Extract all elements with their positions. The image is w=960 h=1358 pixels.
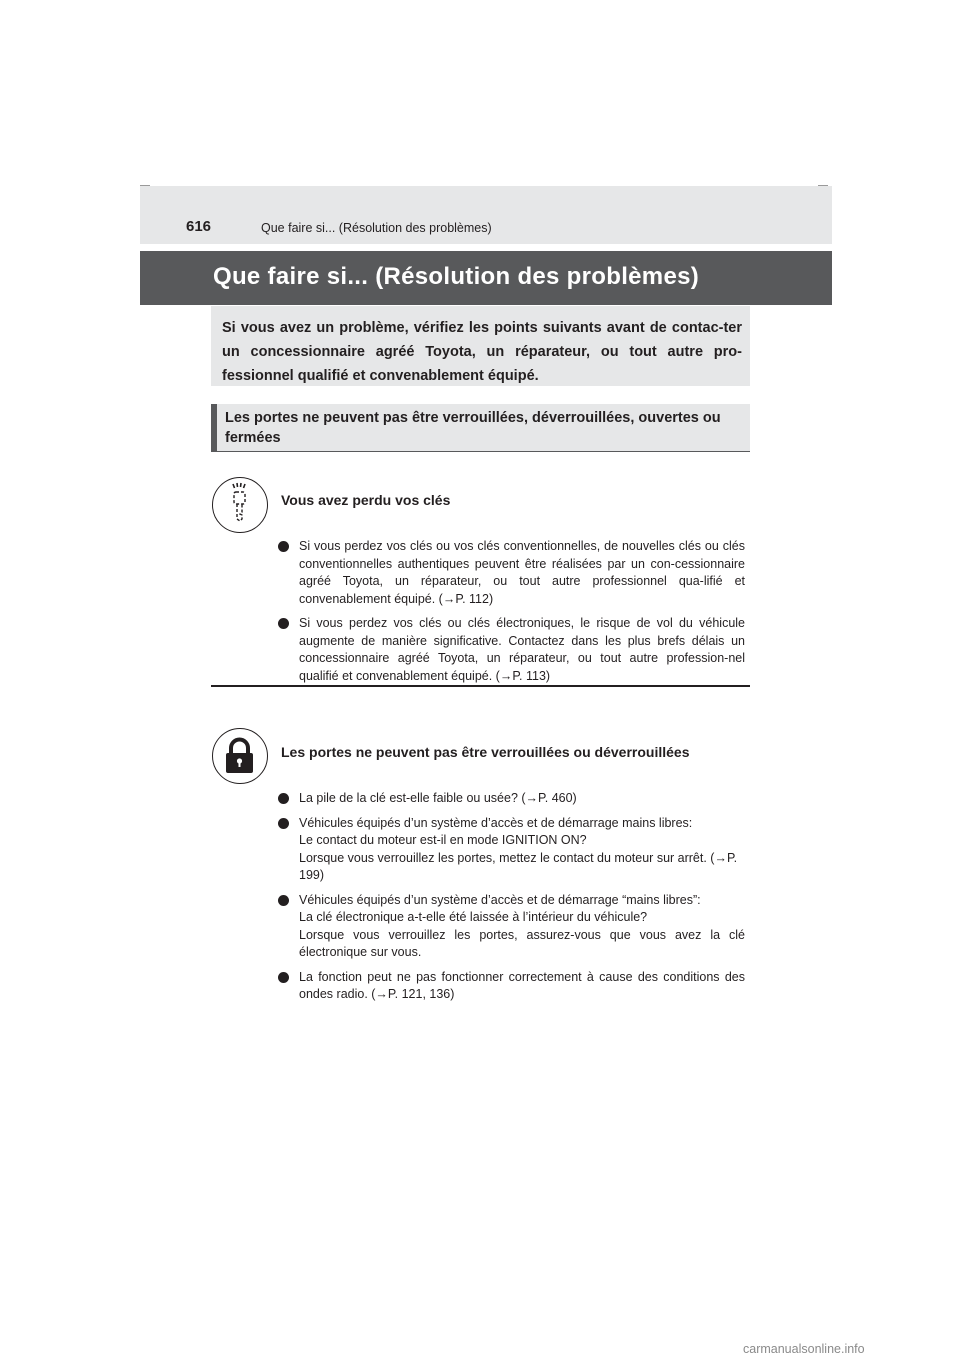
list-item: La pile de la clé est-elle faible ou usée? (→P. 460) xyxy=(278,790,745,808)
lost-keys-bullets xyxy=(278,538,745,692)
bullet-dot xyxy=(278,618,289,629)
lost-keys-title: Vous avez perdu vos clés xyxy=(281,492,451,508)
page-number: 616 xyxy=(186,218,212,235)
section-divider xyxy=(211,685,750,687)
list-item: Véhicules équipés d’un système d’accès et de démarrage mains libres: Le contact du moteur est-il en mode IGNITION ON? Lorsque vous verrouillez les portes, mettez le contact du moteur sur arrêt. (→P. 199) xyxy=(278,815,745,885)
list-item: Véhicules équipés d’un système d’accès et de démarrage “mains libres”: La clé électronique a-t-elle été laissée à l’intérieur du véhicule? Lorsque vous verrouillez les portes, assurez-vous que vous avez la clé électronique sur vous. xyxy=(278,892,745,962)
bullet-dot xyxy=(278,541,289,552)
lost-key-icon xyxy=(212,477,268,533)
running-header-band xyxy=(140,186,832,244)
page-title: Que faire si... (Résolution des problèmes) xyxy=(213,263,700,290)
intro-text: Si vous avez un problème, vérifiez les points suivants avant de contac-ter un concessionnaire agréé Toyota, un réparateur, ou tout autre pro-fessionnel qualifié et convenablement équipé. xyxy=(222,320,742,384)
running-head: Que faire si... (Résolution des problèmes) xyxy=(261,221,492,235)
list-item: Si vous perdez vos clés ou clés électroniques, le risque de vol du véhicule augmente de manière significative. Contactez dans les plus brefs délais un concessionnaire agréé Toyota, un réparateur, ou tout autre profession-nel qualifié et convenablement équipé. (→P. 113) xyxy=(278,615,745,685)
list-item: Si vous perdez vos clés ou vos clés conventionnelles, de nouvelles clés ou clés conventionnelles authentiques peuvent être réalisées par un con-cessionnaire agréé Toyota, un réparateur, ou tout autre professionnel qua-lifié et convenablement équipé. (→P. 112) xyxy=(278,538,745,608)
section-heading-text: Les portes ne peuvent pas être verrouillées, déverrouillées, ouvertes ou fermées xyxy=(225,410,721,446)
bullet-dot xyxy=(278,972,289,983)
bullet-dot xyxy=(278,818,289,829)
section-heading-bar xyxy=(211,404,217,451)
list-item: La fonction peut ne pas fonctionner correctement à cause des conditions des ondes radio. (→P. 121, 136) xyxy=(278,969,745,1004)
bullet-dot xyxy=(278,895,289,906)
watermark: carmanualsonline.info xyxy=(743,1342,865,1356)
key-outline-icon xyxy=(213,478,266,531)
bullet-dot xyxy=(278,793,289,804)
padlock-icon xyxy=(212,728,268,784)
padlock-shape-icon xyxy=(213,729,266,782)
doors-lock-bullets xyxy=(278,790,745,1011)
doors-lock-title: Les portes ne peuvent pas être verrouillées ou déverrouillées xyxy=(281,744,690,760)
section-heading xyxy=(211,404,750,452)
